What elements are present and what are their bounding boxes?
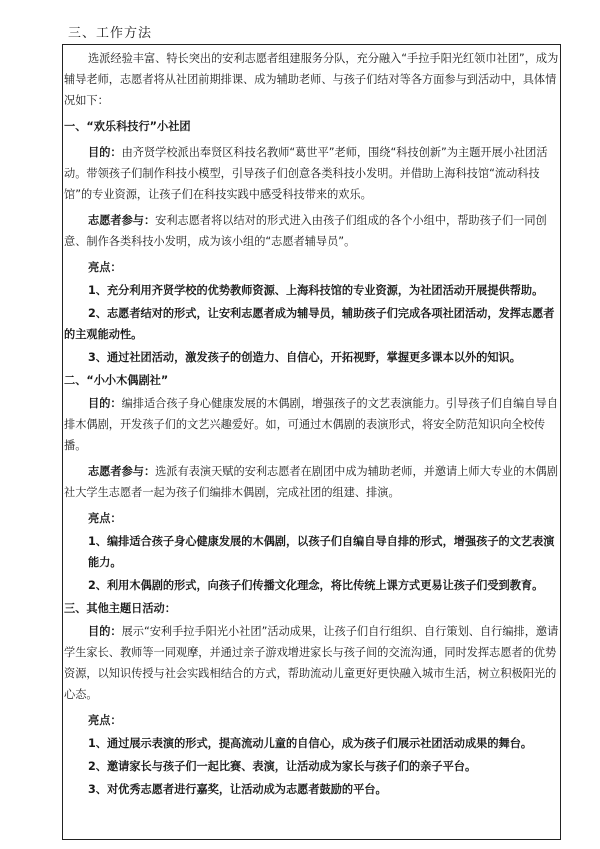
part3-purpose-label: 目的： <box>88 625 122 638</box>
part1-volunteer-text: 安利志愿者将以结对的形式进入由孩子们组成的各个小组中，帮助孩子们一同创意、制作各类科技小发明，成为该小组的“志愿者辅导员”。 <box>64 214 547 248</box>
part1-purpose <box>64 142 559 205</box>
part2-volunteer <box>64 461 559 503</box>
part1-highlight-1: 1、充分利用齐贤学校的优势教师资源、上海科技馆的专业资源，为社团活动开展提供帮助。 <box>88 284 544 297</box>
part3-highlight-2: 2、邀请家长与孩子们一起比赛、表演，让活动成为家长与孩子们的亲子平台。 <box>88 760 477 773</box>
part1-highlights-label: 亮点： <box>88 261 122 274</box>
part1-volunteer-label: 志愿者参与： <box>88 214 156 227</box>
part2-highlights-label: 亮点： <box>88 512 122 525</box>
part1-volunteer <box>64 210 559 252</box>
part3-heading: 三、其他主题日活动： <box>64 602 176 615</box>
part2-volunteer-label: 志愿者参与： <box>88 465 156 478</box>
part3-purpose-text: 展示“安利手拉手阳光小社团”活动成果，让孩子们自行组织、自行策划、自行编排，邀请学生家长、教师等一同观摩，并通过亲子游戏增进家长与孩子间的交流沟通，同时发挥志愿者的优势资源，以知识传授与社会实践相结合的方式，帮助流动儿童更好更快融入城市生活，树立积极阳光的心态。 <box>64 625 559 701</box>
part2-highlight-2: 2、利用木偶剧的形式，向孩子们传播文化理念，将比传统上课方式更易让孩子们受到教育。 <box>88 579 544 592</box>
part2-purpose-label: 目的： <box>88 397 122 410</box>
part1-purpose-label: 目的： <box>88 146 122 159</box>
part2-purpose-text: 编排适合孩子身心健康发展的木偶剧，增强孩子的文艺表演能力。引导孩子们自编自导自排木偶剧，开发孩子们的文艺兴趣爱好。如，可通过木偶剧的表演形式，将安全防范知识向全校传播。 <box>64 397 558 452</box>
part2-purpose <box>64 393 559 456</box>
part3-highlight-1: 1、通过展示表演的形式，提高流动儿童的自信心，成为孩子们展示社团活动成果的舞台。 <box>88 737 533 750</box>
intro-paragraph: 选派经验丰富、特长突出的安利志愿者组建服务分队，充分融入“手拉手阳光红领巾社团”，成为辅导老师，志愿者将从社团前期排课、成为辅助老师、与孩子们结对等各方面参与到活动中，具体情况如下： <box>64 52 559 107</box>
part2-volunteer-text: 选派有表演天赋的安利志愿者在剧团中成为辅助老师，并邀请上师大专业的木偶剧社大学生志愿者一起为孩子们编排木偶剧，完成社团的组建、排演。 <box>64 465 558 499</box>
part2-heading: 二、“小小木偶剧社” <box>64 374 169 387</box>
part1-purpose-text: 由齐贤学校派出奉贤区科技名教师“葛世平”老师，围绕“科技创新”为主题开展小社团活动。带领孩子们制作科技小模型，引导孩子们创意各类科技小发明。并借助上海科技馆“流动科技馆”的专业资源，让孩子们在科技实践中感受科技带来的欢乐。 <box>64 146 548 201</box>
part2-highlight-1: 1、编排适合孩子身心健康发展的木偶剧，以孩子们自编自导自排的形式，增强孩子的文艺表演能力。 <box>88 535 555 569</box>
part3-highlights-label: 亮点： <box>88 714 122 727</box>
part3-highlight-3: 3、对优秀志愿者进行嘉奖，让活动成为志愿者鼓励的平台。 <box>88 783 387 796</box>
part1-highlight-3: 3、通过社团活动，激发孩子的创造力、自信心，开拓视野，掌握更多课本以外的知识。 <box>88 351 521 364</box>
content-body <box>64 44 559 800</box>
part1-highlight-2: 2、志愿者结对的形式，让安利志愿者成为辅导员，辅助孩子们完成各项社团活动，发挥志愿者的主观能动性。 <box>64 307 555 341</box>
section-title: 三、工作方法 <box>68 26 153 41</box>
part3-purpose <box>64 621 559 705</box>
part1-heading: 一、“欢乐科技行”小社团 <box>64 120 191 133</box>
